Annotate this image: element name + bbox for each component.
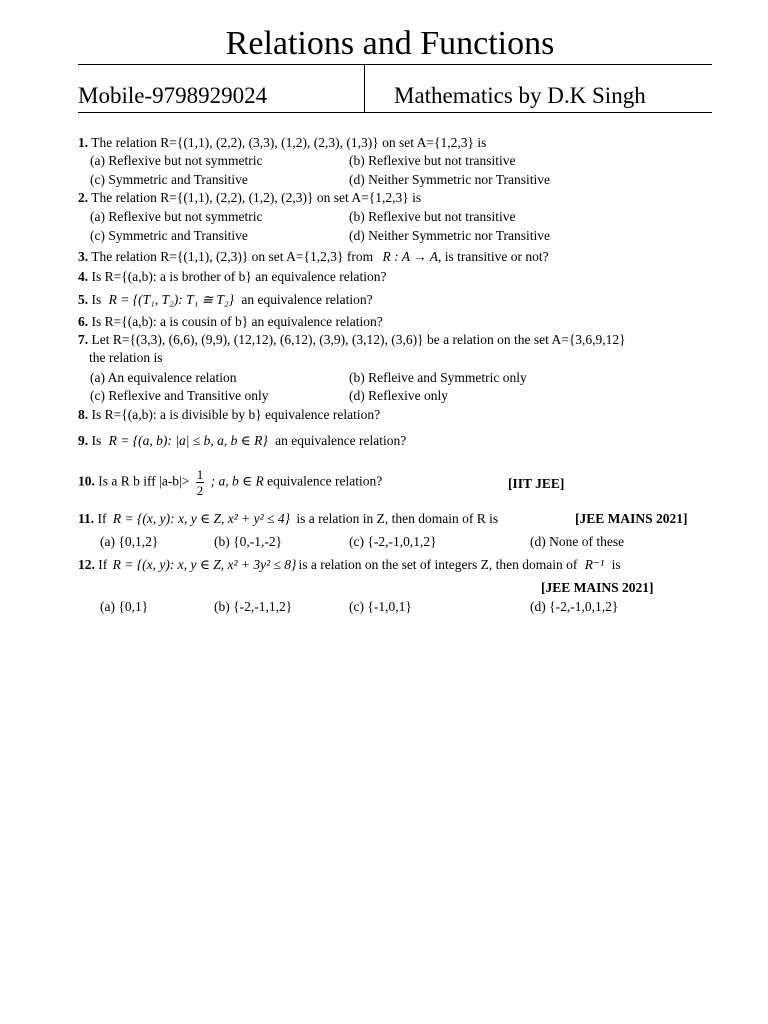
question-text: The relation R={(1,1), (2,2), (1,2), (2,3)} on set A={1,2,3} is [91, 190, 422, 205]
option-d: (d) Neither Symmetric nor Transitive [349, 172, 550, 187]
option-b: (b) Reflexive but not transitive [349, 209, 516, 224]
question-text: If [98, 557, 108, 572]
document-title: Relations and Functions [225, 25, 555, 62]
question-text: Is R={(a,b): a is brother of b} an equivalence relation? [91, 269, 387, 284]
option-a: (a) Reflexive but not symmetric [90, 209, 263, 224]
question-7 [78, 331, 626, 349]
option-a: (a) An equivalence relation [90, 370, 237, 385]
option-b: (b) {0,-1,-2} [214, 534, 283, 549]
question-number: 3. [78, 249, 89, 264]
question-text-end: an equivalence relation? [241, 292, 373, 307]
option-c: (c) Reflexive and Transitive only [90, 388, 269, 403]
header-bottom-rule [78, 112, 712, 113]
question-text-end: equivalence relation? [267, 473, 383, 489]
header-top-rule [78, 64, 712, 65]
option-c: (c) {-2,-1,0,1,2} [349, 534, 437, 549]
question-text: The relation R={(1,1), (2,2), (3,3), (1,2), (2,3), (1,3)} on set A={1,2,3} is [91, 135, 487, 150]
exam-tag: [JEE MAINS 2021] [575, 511, 688, 526]
author-credit: Mathematics by D.K Singh [394, 83, 646, 108]
question-8 [78, 406, 380, 424]
question-number: 6. [78, 314, 89, 329]
question-text-mid: is a relation on the set of integers Z, then domain of [298, 557, 578, 572]
option-c: (c) {-1,0,1} [349, 599, 412, 614]
option-a: (a) Reflexive but not symmetric [90, 153, 263, 168]
mobile-number: Mobile-9798929024 [78, 83, 268, 108]
question-number: 12. [78, 557, 95, 572]
question-number: 1. [78, 135, 89, 150]
question-text: Is R={(a,b): a is divisible by b} equivalence relation? [91, 407, 381, 422]
option-a: (a) {0,1,2} [100, 534, 159, 549]
question-6 [78, 313, 383, 331]
math-expression: ; a, b ∈ R [210, 473, 264, 489]
question-number: 8. [78, 407, 89, 422]
option-d: (d) None of these [530, 534, 625, 549]
question-11 [78, 510, 498, 528]
question-1 [78, 134, 486, 152]
question-number: 7. [78, 332, 89, 347]
question-text-end: , is transitive or not? [438, 249, 549, 264]
fraction [196, 467, 205, 498]
question-text: Is [91, 292, 102, 307]
math-inverse: R⁻¹ [584, 557, 605, 572]
question-number: 2. [78, 190, 89, 205]
question-text: Let R={(3,3), (6,6), (9,9), (12,12), (6,12), (3,9), (3,12), (3,6)} be a relation on the set A={3,6,9,12} [91, 332, 626, 347]
question-9 [78, 432, 406, 450]
question-text: If [97, 511, 107, 526]
option-d: (d) Neither Symmetric nor Transitive [349, 228, 550, 243]
question-number: 9. [78, 433, 89, 448]
question-10 [78, 467, 382, 498]
option-d: (d) Reflexive only [349, 388, 448, 403]
math-expression: R = {(x, y): x, y ∈ Z, x² + y² ≤ 4} [112, 511, 290, 526]
option-c: (c) Symmetric and Transitive [90, 228, 248, 243]
exam-tag: [JEE MAINS 2021] [541, 580, 654, 595]
question-text: Is a R b iff |a-b|> [98, 473, 190, 489]
question-text: The relation R={(1,1), (2,3)} on set A={1,2,3} from [91, 249, 374, 264]
question-number: 4. [78, 269, 89, 284]
option-b: (b) Refleive and Symmetric only [349, 370, 527, 385]
question-text: Is R={(a,b): a is cousin of b} an equivalence relation? [91, 314, 383, 329]
question-text-end: is [611, 557, 621, 572]
exam-tag: [IIT JEE] [508, 476, 565, 491]
option-a: (a) {0,1} [100, 599, 149, 614]
question-text-end: is a relation in Z, then domain of R is [296, 511, 499, 526]
question-5 [78, 291, 373, 309]
option-d: (d) {-2,-1,0,1,2} [530, 599, 619, 614]
question-2 [78, 189, 421, 207]
math-expression: R = {(a, b): |a| ≤ b, a, b ∈ R} [108, 433, 268, 448]
option-c: (c) Symmetric and Transitive [90, 172, 248, 187]
question-number: 5. [78, 292, 89, 307]
math-expression: R = {(x, y): x, y ∈ Z, x² + 3y² ≤ 8} [112, 557, 297, 572]
question-4 [78, 268, 386, 286]
header-divider [364, 65, 365, 113]
fraction-numerator: 1 [196, 467, 204, 482]
option-b: (b) Reflexive but not transitive [349, 153, 516, 168]
question-text: Is [91, 433, 102, 448]
math-expression: R : A → A [382, 249, 439, 264]
question-number: 10. [78, 473, 95, 489]
question-3 [78, 248, 549, 266]
question-number: 11. [78, 511, 95, 526]
fraction-denominator: 2 [196, 483, 204, 498]
question-text-end: an equivalence relation? [275, 433, 407, 448]
math-expression: R = {(T₁, T₂): T₁ ≅ T₂} [108, 292, 235, 307]
option-b: (b) {-2,-1,1,2} [214, 599, 293, 614]
question-7-continuation: the relation is [89, 350, 163, 365]
question-12 [78, 556, 621, 574]
